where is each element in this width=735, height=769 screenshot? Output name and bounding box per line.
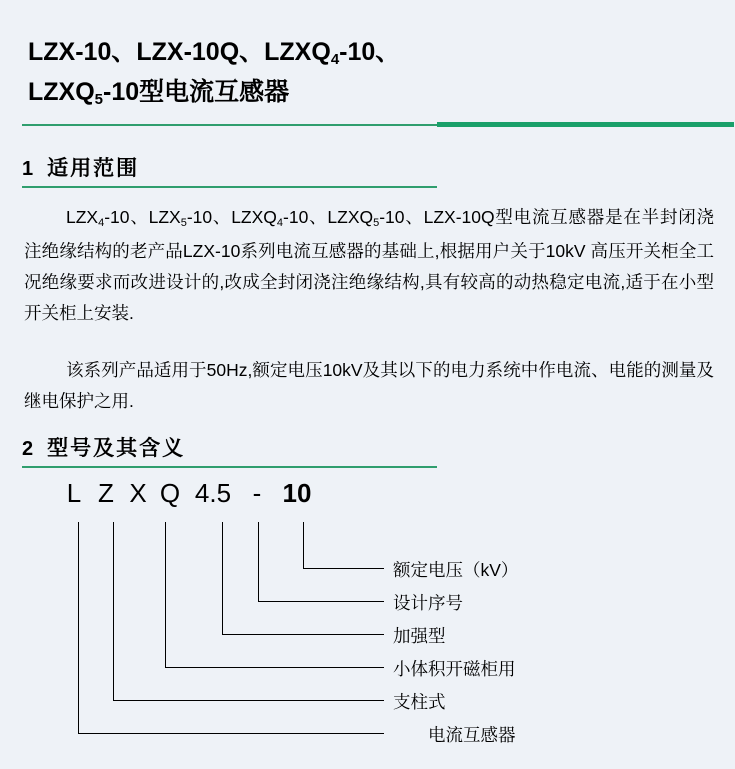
leader-line-ct [78,522,384,734]
page-title [28,34,718,114]
section-1-number: 1 [22,158,34,180]
model-code-row [58,478,320,509]
legend-label-2: 加强型 [393,626,446,646]
legend-label-3: 小体积开磁柜用 [393,659,516,679]
title-line-2-post: -10型电流互感器 [103,78,290,106]
title-line-1-pre: LZX-10、LZX-10Q、LZXQ [28,38,331,66]
section-1 [22,152,722,188]
title-line-2 [28,74,718,114]
model-code-char-0: L [66,478,82,508]
legend-label-1: 设计序号 [393,593,463,613]
title-line-2-sub: 5 [94,91,104,108]
title-line-1 [28,34,718,74]
model-code-diagram [0,478,735,763]
section-2-title: 型号及其含义 [47,437,186,460]
paragraph-application-text: 该系列产品适用于50Hz,额定电压10kV及其以下的电力系统中作电流、电能的测量及继电保护之用. [24,360,714,411]
model-code-char-4: 4.5 [194,478,232,508]
paragraph-application [24,355,714,417]
section-1-divider [22,186,437,188]
title-divider-thick [437,122,734,127]
title-line-2-pre: LZXQ [28,78,95,106]
model-code-char-3: Q [159,478,181,508]
section-2-number: 2 [22,438,34,460]
section-2 [22,432,722,468]
model-code-char-6: 10 [282,478,312,508]
section-1-heading [22,152,722,182]
legend-label-4: 支柱式 [393,692,446,712]
legend-label-0: 额定电压（kV） [393,560,519,580]
section-2-heading [22,432,722,462]
title-line-1-sub: 4 [330,51,340,68]
section-1-title: 适用范围 [47,157,140,180]
legend-label-5: 电流互感器 [428,725,516,745]
title-divider [22,122,712,127]
title-divider-thin [22,124,437,126]
paragraph-scope-text: $LZX_4-10$、$LZX_5-10$、$LZXQ_4-10$、$LZXQ_5-10$、LZX-10Q型电流互感器是在半封闭浇注绝缘结构的老产品LZX-10系列电流互感器的基础上,根据用户关于10kV 高压开关柜全工况绝缘要求而改进设计的,改成全封闭浇注绝缘结构,具有较高的动热稳定电流,适于在小型开关柜上安装. [24,207,715,323]
title-line-1-post: -10、 [339,38,401,66]
model-code-char-2: X [129,478,147,508]
section-2-divider [22,466,437,468]
paragraph-scope [24,202,714,329]
model-code-char-1: Z [98,478,114,508]
model-code-char-5: - [252,478,262,508]
